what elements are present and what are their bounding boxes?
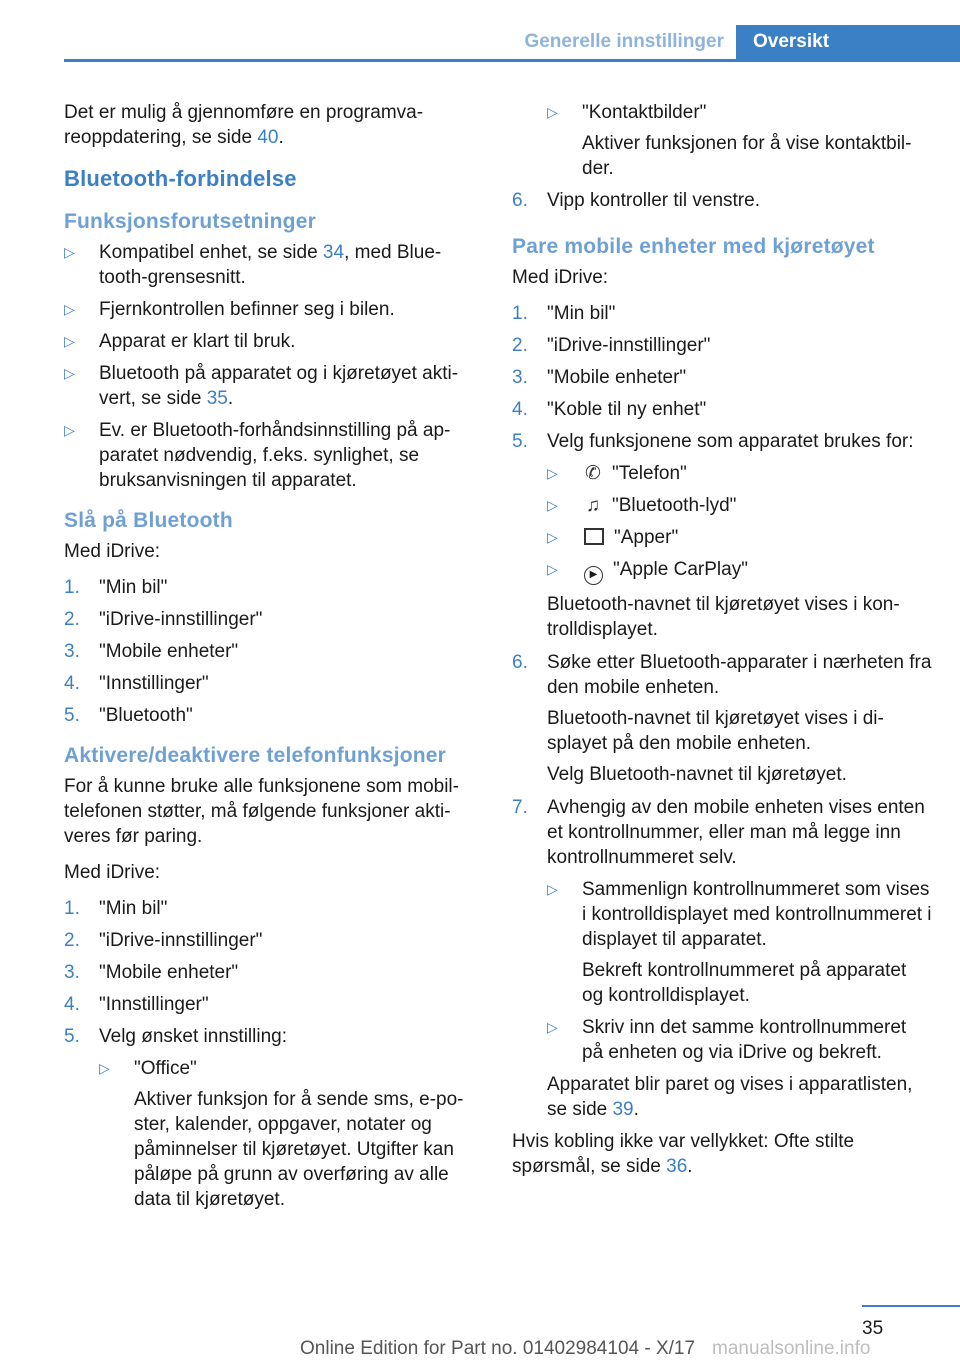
- phone-icon: ✆: [585, 463, 601, 484]
- triangle-bullet-icon: ▷: [547, 529, 558, 545]
- phone-fn-steps-continued: [512, 188, 932, 213]
- step-item: 6. Vipp kontroller til venstre.: [512, 190, 760, 211]
- list-item: ▷ Apparat er klart til bruk.: [64, 331, 296, 352]
- bt-on-steps: [64, 575, 479, 728]
- edition-text: Online Edition for Part no. 01402984104 - X/17: [300, 1338, 696, 1359]
- list-item: ▷ Sammenlign kontrollnummeret som vises i kontrolldisplayet med kontrollnummeret i displayet til apparatet. Bekreft kontrollnummeret på apparatet og kontrolldisplayet.: [547, 879, 932, 1006]
- list-item: ▷ Fjernkontrollen befinner seg i bilen.: [64, 299, 395, 320]
- list-item: ▷ Ev. er Bluetooth-forhåndsinnstilling på apparatet nødvendig, f.eks. synlighet, se bruksanvisningen til apparatet.: [64, 420, 451, 491]
- step-item: 5. Velg funksjonene som apparatet brukes for: ▷ ✆ "Telefon" ▷ ♫ "Bluetooth-lyd" ▷ "Apper" ▷ ▶ "Apple CarPlay" Bluetooth-navnet til kjøretøyet vises i kontrolldisplayet.: [512, 429, 932, 642]
- right-column: [512, 100, 932, 1190]
- step-item: 2. "iDrive-innstillinger": [64, 609, 263, 630]
- pair-steps: [512, 301, 932, 1122]
- page-link[interactable]: 34: [322, 242, 345, 263]
- page-number: 35: [862, 1318, 884, 1339]
- step-item: 1. "Min bil": [512, 303, 616, 324]
- step-note: Bluetooth-navnet til kjøretøyet vises i displayet på den mobile enheten.: [547, 708, 884, 754]
- page-header: [64, 25, 960, 62]
- step-note: Velg Bluetooth-navnet til kjøretøyet.: [547, 764, 847, 785]
- prereq-heading: Funksjonsforutsetninger: [64, 210, 316, 233]
- step-item: 3. "Mobile enheter": [64, 962, 239, 983]
- list-item: ▷ "Office" Aktiver funksjon for å sende sms, e-poster, kalender, oppgaver, notater og påminnelser til kjøretøyet. Utgifter kan påløpe på grunn av overføring av alle data til kjøretøyet.: [99, 1058, 464, 1210]
- triangle-bullet-icon: ▷: [547, 465, 558, 481]
- triangle-bullet-icon: ▷: [547, 561, 558, 577]
- step-item: 1. "Min bil": [64, 898, 168, 919]
- page-link[interactable]: 40: [257, 127, 279, 148]
- list-item: ▷ "Apper": [547, 527, 679, 548]
- carplay-icon: ▶: [584, 566, 603, 585]
- step-item: 4. "Koble til ny enhet": [512, 399, 707, 420]
- step-item: 1. "Min bil": [64, 577, 168, 598]
- phone-fn-heading: Aktivere/deaktivere telefonfunksjoner: [64, 744, 447, 767]
- prereq-list: [64, 240, 479, 493]
- check-list: [547, 877, 932, 1065]
- step-item: 4. "Innstillinger": [64, 994, 209, 1015]
- step-item: 3. "Mobile enheter": [512, 367, 687, 388]
- function-list: [547, 461, 932, 585]
- overview-tab[interactable]: Oversikt: [736, 25, 960, 62]
- settings-list: [99, 1056, 479, 1212]
- description-text: For å kunne bruke alle funksjonene som mobiltelefonen støtter, må følgende funksjoner aktiveres før paring.: [64, 776, 459, 847]
- page-link[interactable]: 39: [612, 1099, 634, 1120]
- triangle-bullet-icon: ▷: [64, 365, 75, 381]
- header-rule: [64, 59, 960, 62]
- triangle-bullet-icon: ▷: [547, 1019, 558, 1035]
- list-item: ▷ ▶ "Apple CarPlay": [547, 557, 932, 585]
- left-column: [64, 100, 479, 1219]
- triangle-bullet-icon: ▷: [547, 881, 558, 897]
- fail-text: Hvis kobling ikke var vellykket: Ofte stilte spørsmål, se side 36.: [512, 1131, 855, 1177]
- step-note: Apparatet blir paret og vises i apparatlisten, se side 39.: [547, 1074, 913, 1120]
- list-item: ▷ Kompatibel enhet, se side 34, med Bluetooth-grensesnitt.: [64, 242, 442, 288]
- step-item: 2. "iDrive-innstillinger": [512, 335, 711, 356]
- step-item: 4. "Innstillinger": [64, 673, 209, 694]
- apps-icon: [584, 528, 604, 545]
- intro-paragraph: Det er mulig å gjennomføre en programvareoppdatering, se side 40.: [64, 102, 424, 148]
- triangle-bullet-icon: ▷: [64, 244, 75, 260]
- pair-heading: Pare mobile enheter med kjøretøyet: [512, 235, 875, 258]
- lead-text: Med iDrive:: [512, 267, 609, 288]
- triangle-bullet-icon: ▷: [64, 422, 75, 438]
- step-note: Bluetooth-navnet til kjøretøyet vises i kontrolldisplayet.: [547, 594, 900, 640]
- phone-fn-steps: [64, 896, 479, 1212]
- list-item: ▷ Bluetooth på apparatet og i kjøretøyet aktivert, se side 35.: [64, 363, 459, 409]
- step-item: 6. Søke etter Bluetooth-apparater i nærheten fra den mobile enheten. Bluetooth-navnet til kjøretøyet vises i displayet på den mobile enheten. Velg Bluetooth-navnet til kjøretøyet.: [512, 652, 932, 785]
- step-item: 7. Avhengig av den mobile enheten vises enten et kontrollnummer, eller man må legge inn kontrollnummeret selv. ▷ Sammenlign kontrollnummeret som vises i kontrolldisplayet med kontrollnummeret i displayet til apparatet. Bekreft kontrollnummeret på apparatet og kontrolldisplayet. ▷ Skriv inn det samme kontrollnummeret på enheten og via iDrive og bekreft. Apparatet blir paret og vises i apparatlisten, se side 39.: [512, 797, 932, 1120]
- list-item: ▷ ♫ "Bluetooth-lyd": [547, 495, 737, 516]
- footer-rule: [862, 1305, 960, 1307]
- section-title: Bluetooth-forbindelse: [64, 166, 297, 191]
- bt-on-heading: Slå på Bluetooth: [64, 509, 233, 532]
- settings-list-continued: [512, 100, 932, 181]
- triangle-bullet-icon: ▷: [99, 1060, 110, 1076]
- step-item: 2. "iDrive-innstillinger": [64, 930, 263, 951]
- list-item: ▷ Skriv inn det samme kontrollnummeret på enheten og via iDrive og bekreft.: [547, 1017, 907, 1063]
- step-item: 5. Velg ønsket innstilling: ▷ "Office" Aktiver funksjon for å sende sms, e-poster, kalender, oppgaver, notater og påminnelser til kjøretøyet. Utgifter kan påløpe på grunn av overføring av alle data til kjøretøyet.: [64, 1024, 479, 1212]
- triangle-bullet-icon: ▷: [547, 497, 558, 513]
- music-note-icon: ♫: [585, 495, 601, 516]
- triangle-bullet-icon: ▷: [547, 104, 558, 120]
- triangle-bullet-icon: ▷: [64, 333, 75, 349]
- triangle-bullet-icon: ▷: [64, 301, 75, 317]
- watermark: manualsonline.info: [712, 1338, 871, 1359]
- page-link[interactable]: 36: [666, 1156, 688, 1177]
- page-link[interactable]: 35: [206, 388, 228, 409]
- list-item: ▷ "Kontaktbilder" Aktiver funksjonen for å vise kontaktbilder.: [547, 102, 912, 179]
- lead-text: Med iDrive:: [64, 541, 161, 562]
- step-item: 3. "Mobile enheter": [64, 641, 239, 662]
- list-item: ▷ ✆ "Telefon": [547, 463, 687, 484]
- step-item: 5. "Bluetooth": [64, 705, 193, 726]
- section-tab[interactable]: Generelle innstillinger: [524, 31, 724, 52]
- lead-text: Med iDrive:: [64, 862, 161, 883]
